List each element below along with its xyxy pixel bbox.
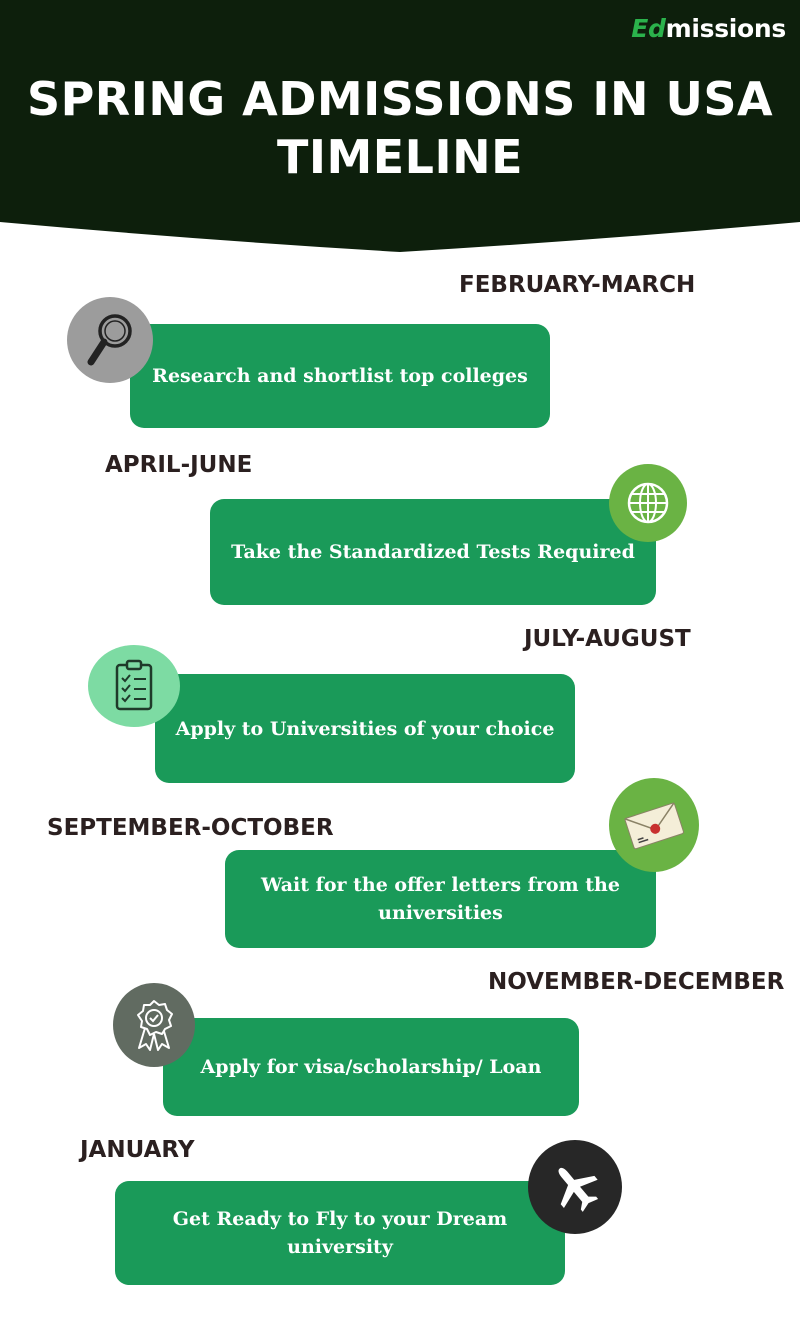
header-banner <box>0 0 800 255</box>
timeline-step-card <box>155 674 575 783</box>
title-line-2: TIMELINE <box>276 130 524 184</box>
magnifier-icon <box>67 297 153 383</box>
brand-logo[interactable]: Edmissions <box>631 14 786 43</box>
period-label: SEPTEMBER-OCTOBER <box>47 815 334 841</box>
title-line-1: SPRING ADMISSIONS IN USA <box>26 72 774 126</box>
timeline-step-card <box>130 324 550 428</box>
step-text: Get Ready to Fly to your Dream university <box>172 1208 508 1258</box>
period-label: JULY-AUGUST <box>524 626 691 652</box>
step-text: Research and shortlist top colleges <box>152 365 528 387</box>
step-text: Take the Standardized Tests Required <box>231 541 635 563</box>
timeline-step-card <box>163 1018 579 1116</box>
timeline-step-card <box>210 499 656 605</box>
period-label: NOVEMBER-DECEMBER <box>488 969 785 995</box>
period-label: JANUARY <box>80 1137 195 1163</box>
globe-icon <box>609 464 687 542</box>
step-text: Apply for visa/scholarship/ Loan <box>200 1056 542 1078</box>
award-badge-icon <box>113 983 195 1067</box>
step-text: Wait for the offer letters from the universities <box>261 874 620 924</box>
timeline-step-card <box>115 1181 565 1285</box>
clipboard-checklist-icon <box>88 645 180 727</box>
airplane-icon <box>528 1140 622 1234</box>
timeline-step-card <box>225 850 656 948</box>
period-label: APRIL-JUNE <box>105 452 253 478</box>
period-label: FEBRUARY-MARCH <box>459 272 696 298</box>
page-title <box>0 70 800 186</box>
step-text: Apply to Universities of your choice <box>175 717 555 740</box>
envelope-icon <box>609 778 699 872</box>
